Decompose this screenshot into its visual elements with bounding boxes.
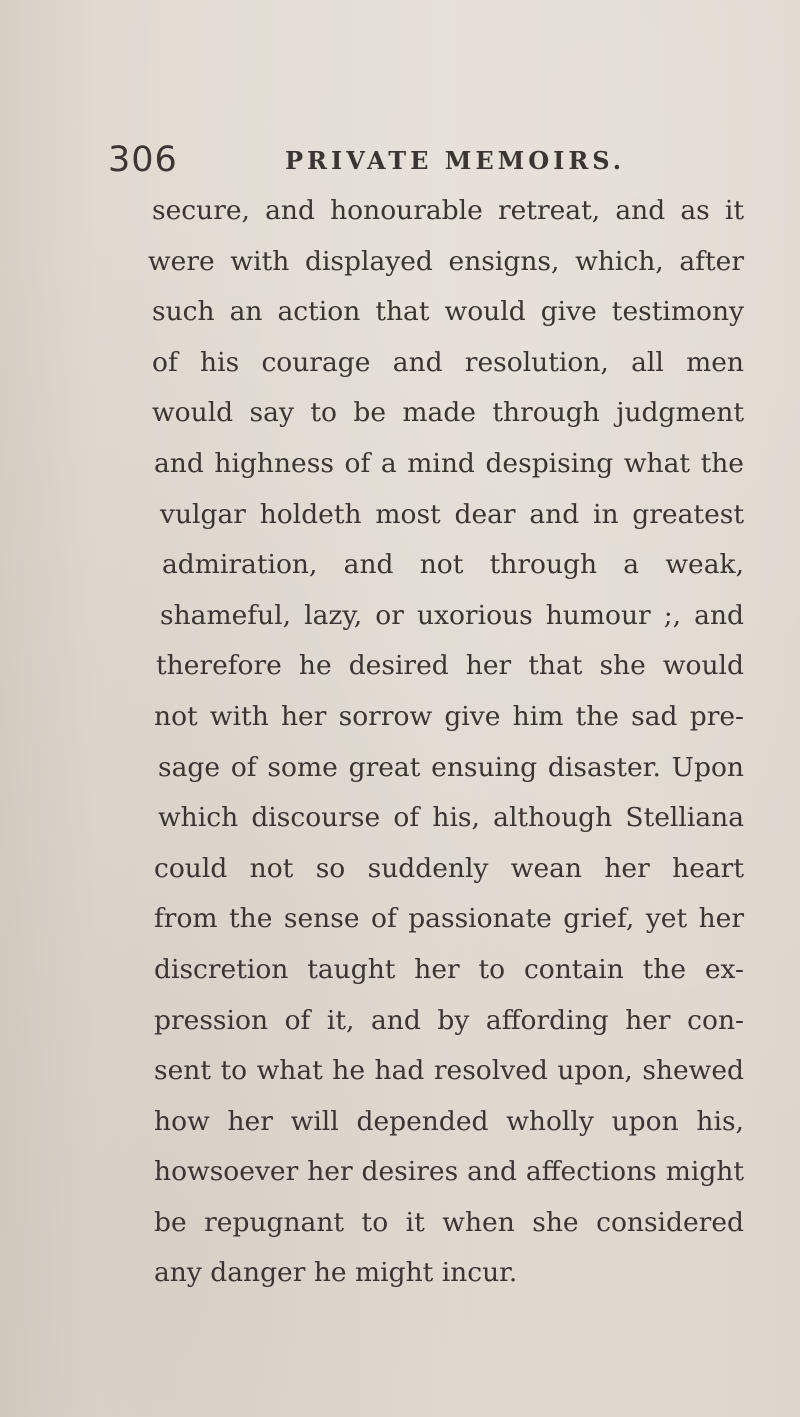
body-text: [148, 186, 744, 1299]
text-line: sent to what he had resolved upon, shewed: [154, 1055, 744, 1087]
text-line: could not so suddenly wean her heart: [154, 852, 744, 884]
text-line: vulgar holdeth most dear and in greatest: [160, 498, 744, 530]
text-line: and highness of a mind despising what the: [154, 447, 744, 479]
running-head: PRIVATE MEMOIRS.: [285, 146, 626, 175]
text-line: such an action that would give testimony: [152, 296, 744, 328]
text-line: from the sense of passionate grief, yet her: [154, 903, 744, 935]
text-line: which discourse of his, although Stelliana: [158, 802, 744, 834]
text-line: of his courage and resolution, all men: [152, 346, 744, 378]
text-line: how her will depended wholly upon his,: [154, 1105, 744, 1137]
page-header: [0, 140, 800, 190]
text-line: not with her sorrow give him the sad pre-: [154, 700, 744, 732]
text-line: were with displayed ensigns, which, after: [148, 245, 744, 277]
text-line: admiration, and not through a weak,: [162, 549, 744, 581]
text-line: secure, and honourable retreat, and as it: [152, 195, 744, 226]
text-line: sage of some great ensuing disaster. Upon: [158, 751, 744, 783]
text-line: would say to be made through judgment: [152, 397, 744, 429]
text-line: discretion taught her to contain the ex-: [154, 953, 744, 985]
page-number: 306: [108, 140, 178, 180]
text-line: pression of it, and by affording her con-: [154, 1004, 744, 1036]
text-line: howsoever her desires and affections might: [154, 1156, 744, 1188]
text-line: shameful, lazy, or uxorious humour ;, and: [160, 599, 744, 631]
text-line: therefore he desired her that she would: [156, 650, 744, 682]
text-line: be repugnant to it when she considered: [154, 1206, 744, 1238]
text-line-last: any danger he might incur.: [154, 1257, 518, 1289]
